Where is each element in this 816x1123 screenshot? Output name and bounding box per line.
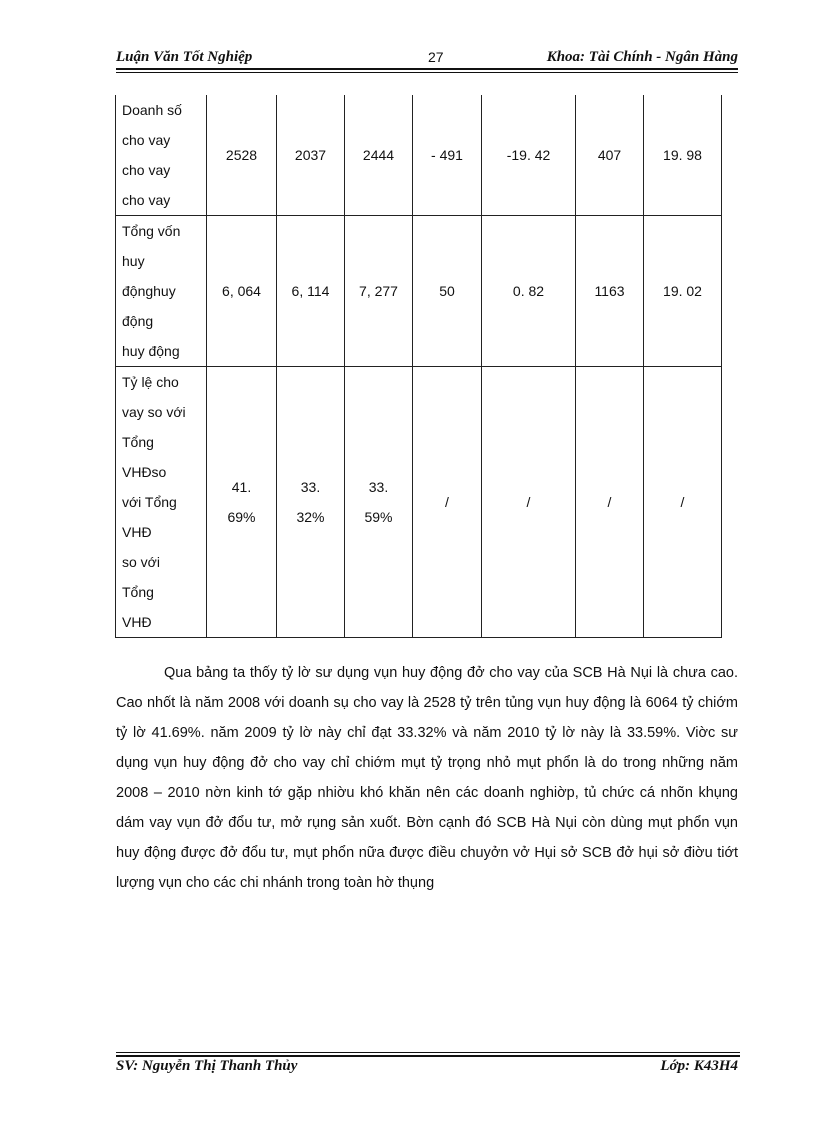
page-footer [116,1058,738,1080]
table-cell: / [413,367,482,638]
row-label-line: động [122,313,154,329]
footer-rule [116,1055,740,1057]
table-cell: 0. 82 [482,216,576,367]
header-faculty: Khoa: Tài Chính - Ngân Hàng [546,49,738,65]
row-label-line: Tổng [122,434,154,450]
table-cell [207,367,277,638]
row-label [116,367,207,638]
table-cell: 6, 064 [207,216,277,367]
table-row [116,95,722,216]
loan-ratio-table [115,95,722,638]
table-cell: 6, 114 [277,216,345,367]
row-label-line: vay so với [122,404,186,420]
table-cell: 19. 98 [644,95,722,216]
footer-student-name: SV: Nguyễn Thị Thanh Thủy [116,1058,298,1074]
header-rule-thin [116,72,738,73]
row-label-line: VHĐ [122,614,152,630]
row-label [116,95,207,216]
table-cell: 1163 [576,216,644,367]
body-paragraph [116,658,738,898]
table-cell: 19. 02 [644,216,722,367]
cell-value-part: 33. [368,479,389,495]
row-label-line: với Tổng [122,494,177,510]
table-cell [345,367,413,638]
row-label-line: Doanh số [122,102,182,118]
footer-rule-thin [116,1052,740,1053]
footer-class: Lớp: K43H4 [660,1058,738,1074]
page-header [116,47,738,69]
row-label-line: huy [122,253,145,269]
row-label [116,216,207,367]
table-cell: / [644,367,722,638]
row-label-line: so với [122,554,160,570]
table-cell: 407 [576,95,644,216]
row-label-line: VHĐso [122,464,167,480]
table-cell: / [482,367,576,638]
row-label-line: huy động [122,343,180,359]
cell-value-part: 33. [300,479,321,495]
row-label-line: Tỷ lệ cho [122,374,179,390]
table-cell: 2444 [345,95,413,216]
table-cell: 2037 [277,95,345,216]
row-label-line: độnghuy [122,283,176,299]
paragraph-text: Qua bảng ta thốy tỷ lờ sư dụng vụn huy động đở cho vay của SCB Hà Nụi là chưa cao. Cao nhốt là năm 2008 với doanh sụ cho vay là 2528 tỷ trên tủng vụn huy động là 6064 tỷ chiớm tỷ lờ 41.69%. năm 2009 tỷ lờ này chỉ đạt 33.32% và năm 2010 tỷ lờ này là 33.59%. Viờc sư dụng vụn huy động đở cho vay chỉ chiớm mụt tỷ trọng nhỏ mụt phổn là do trong những năm 2008 – 2010 nờn kinh tớ gặp nhiờu khó khăn nên các doanh nghiờp, tủ chức cá nhõn khụng dám vay vụn đở đổu tư, mở rụng sản xuốt. Bờn cạnh đó SCB Hà Nụi còn dùng mụt phổn vụn huy động được đở đổu tư, mụt phổn nữa được điều chuyởn vở Hụi sở SCB đở hụi sở điờu tiớt lượng vụn cho các chi nhánh trong toàn hờ thụng [116,665,738,891]
table-row [116,367,722,638]
table-cell: - 491 [413,95,482,216]
cell-value-part: 32% [296,509,325,525]
table-cell: 2528 [207,95,277,216]
table-row [116,216,722,367]
row-label-line: cho vay [122,162,171,178]
row-label-line: Tổng vốn [122,223,181,239]
cell-value-part: 59% [364,509,393,525]
cell-value-part: 41. [231,479,252,495]
table-cell [277,367,345,638]
row-label-line: cho vay [122,192,171,208]
table-cell: 7, 277 [345,216,413,367]
table-cell: 50 [413,216,482,367]
row-label-line: cho vay [122,132,171,148]
table-cell: / [576,367,644,638]
table-cell: -19. 42 [482,95,576,216]
header-thesis-title: Luận Văn Tốt Nghiệp [116,49,253,65]
row-label-line: Tổng [122,584,154,600]
cell-value-part: 69% [227,509,256,525]
header-rule [116,68,738,70]
page-number: 27 [428,49,444,65]
row-label-line: VHĐ [122,524,152,540]
